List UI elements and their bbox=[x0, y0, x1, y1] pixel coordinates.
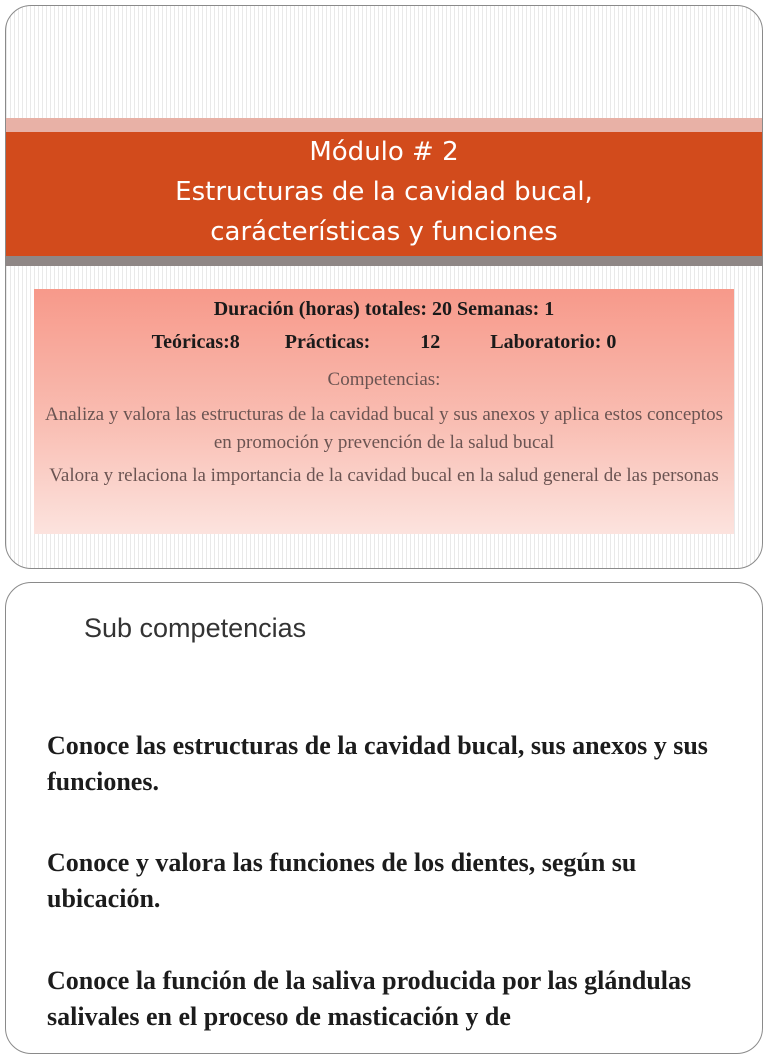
sub-competency-item: Conoce y valora las funciones de los dientes, según su ubicación. bbox=[47, 848, 637, 913]
practice-label: Prácticas: bbox=[284, 331, 371, 353]
theory-hours: Teóricas:8 bbox=[151, 331, 240, 353]
lab-hours: Laboratorio: 0 bbox=[490, 331, 617, 353]
module-title-line-1: Estructuras de la cavidad bucal, bbox=[175, 177, 593, 207]
competency-2: Valora y relaciona la importancia de la cavidad bucal en la salud general de las personas bbox=[49, 465, 719, 486]
hours-breakdown bbox=[34, 331, 734, 354]
duration-line: Duración (horas) totales: 20 Semanas: 1 bbox=[213, 298, 555, 320]
title-bottom-stripe bbox=[6, 256, 762, 266]
sub-competencies-title: Sub competencias bbox=[84, 613, 307, 643]
competencies-label: Competencias: bbox=[327, 369, 441, 390]
module-number: Módulo # 2 bbox=[309, 137, 459, 167]
slide-module-overview bbox=[5, 5, 763, 569]
slide-sub-competencies bbox=[5, 582, 763, 1054]
competency-1: Analiza y valora las estructuras de la cavidad bucal y sus anexos y aplica estos conceptos en promoción y prevención de la salud bucal bbox=[45, 404, 723, 453]
module-title-line-2: carácterísticas y funciones bbox=[210, 217, 558, 247]
title-band bbox=[6, 132, 762, 256]
title-top-stripe bbox=[6, 118, 762, 132]
practice-hours: 12 bbox=[420, 331, 441, 353]
module-info-box bbox=[34, 289, 734, 534]
sub-competency-item: Conoce la función de la saliva producida por las glándulas salivales en el proceso de masticación y de bbox=[47, 966, 692, 1031]
sub-competency-item: Conoce las estructuras de la cavidad bucal, sus anexos y sus funciones. bbox=[47, 731, 708, 796]
